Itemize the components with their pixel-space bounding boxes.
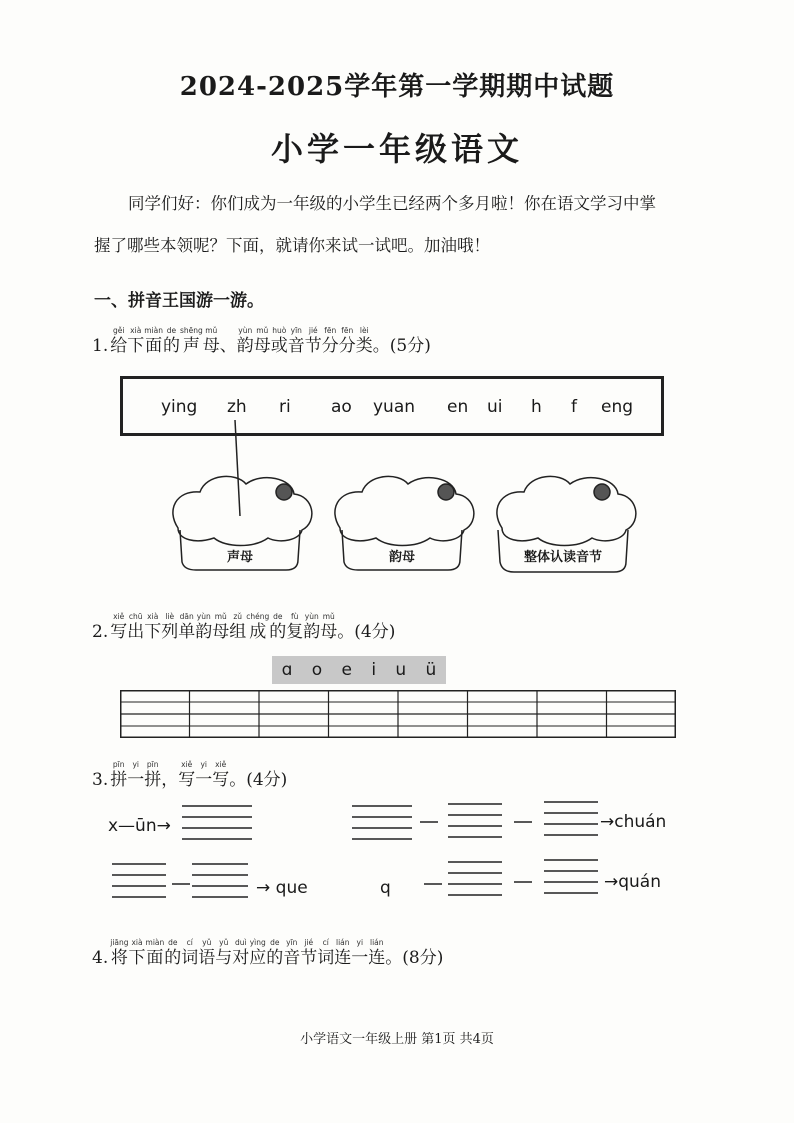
ruby-char — [164, 938, 181, 969]
hanzi: 出 — [127, 622, 145, 642]
ruby-char — [181, 938, 198, 969]
pinyin-lines — [192, 864, 248, 897]
pinyin: yùn — [238, 326, 253, 335]
hanzi: 的 — [269, 622, 287, 642]
pinyin-lines — [544, 860, 598, 893]
ruby-char — [320, 612, 337, 643]
ruby-char — [144, 612, 161, 643]
pinyin: xià — [130, 326, 142, 335]
hanzi: 、 — [219, 336, 237, 356]
hanzi: 词 — [181, 948, 199, 968]
pinyin: jié — [304, 938, 314, 947]
ruby-char — [127, 612, 144, 643]
syllable: yuan — [373, 397, 416, 417]
pinyin: de — [270, 938, 280, 947]
question-number: 4. — [92, 948, 109, 968]
vowel-strip — [272, 656, 446, 684]
hanzi: 韵 — [303, 622, 321, 642]
pinyin: yìng — [249, 938, 266, 947]
ruby-char — [178, 760, 195, 791]
ruby-char — [269, 612, 286, 643]
hanzi: 将 — [110, 948, 128, 968]
question-3 — [92, 760, 287, 791]
question-score: 。(4分) — [337, 622, 396, 642]
pinyin: lián — [336, 938, 350, 947]
ruby-char — [212, 612, 229, 643]
ruby-char — [161, 760, 178, 791]
hanzi: 连 — [334, 948, 352, 968]
pinyin: yǔ — [202, 938, 212, 947]
hanzi: 写 — [178, 770, 196, 790]
pinyin: yùn — [304, 612, 319, 621]
hanzi: 或 — [270, 336, 288, 356]
hanzi: 与 — [215, 948, 233, 968]
hanzi: 面 — [145, 336, 163, 356]
pinyin-lines — [182, 806, 252, 839]
hanzi: 复 — [286, 622, 304, 642]
ruby-char — [198, 938, 215, 969]
ruby-char — [232, 938, 249, 969]
hanzi: 音 — [283, 948, 301, 968]
pinyin: shēng — [179, 326, 203, 335]
ruby-char — [146, 938, 165, 969]
syllable: ui — [487, 397, 503, 417]
pinyin: yi — [356, 938, 364, 947]
hanzi: 写 — [212, 770, 230, 790]
q3-row2-mid2: q — [380, 878, 391, 898]
hanzi: 一 — [195, 770, 213, 790]
pinyin: xiě — [181, 760, 193, 769]
hanzi: 母 — [253, 336, 271, 356]
hanzi: 节 — [300, 948, 318, 968]
basket-label-whole-syllables: 整体认读音节 — [523, 550, 602, 565]
q3-row1-start: x—ūn→ — [108, 816, 171, 836]
hanzi: 分 — [321, 336, 339, 356]
basket-label-initials: 声母 — [226, 550, 253, 565]
page-footer: 小学语文一年级上册 第1页 共4页 — [300, 1032, 494, 1047]
ruby-char — [110, 938, 128, 969]
vowel: o — [311, 660, 323, 680]
pinyin-lines — [352, 806, 412, 839]
vowel: ɑ — [281, 660, 293, 680]
hanzi: 面 — [146, 948, 164, 968]
vowel: ü — [425, 660, 437, 680]
syllable: f — [571, 397, 577, 417]
pinyin: zǔ — [233, 612, 243, 621]
hanzi: 一 — [351, 948, 369, 968]
question-number: 1. — [92, 336, 109, 356]
pinyin: fēn — [324, 326, 337, 335]
hanzi: 下 — [127, 336, 145, 356]
hanzi: 韵 — [236, 336, 254, 356]
ruby-char — [266, 938, 283, 969]
pinyin: xiě — [113, 612, 125, 621]
ruby-char — [129, 938, 146, 969]
hanzi: 音 — [287, 336, 305, 356]
ruby-char — [317, 938, 334, 969]
ruby-char — [161, 612, 178, 643]
pinyin: lián — [370, 938, 384, 947]
pinyin-lines — [448, 804, 502, 837]
hanzi: 应 — [249, 948, 267, 968]
pinyin: jiāng — [110, 938, 129, 947]
ruby-char — [195, 612, 212, 643]
section-1-title: 一、拼音王国游一游。 — [94, 291, 264, 311]
hanzi: 声 — [182, 336, 200, 356]
pinyin: yǔ — [219, 938, 229, 947]
ruby-char — [178, 612, 195, 643]
pinyin: xià — [131, 938, 143, 947]
pinyin: liè — [165, 612, 175, 621]
vowel: i — [371, 660, 377, 680]
hanzi: 节 — [304, 336, 322, 356]
pinyin: xià — [147, 612, 159, 621]
pinyin: de — [168, 938, 178, 947]
syllable: en — [447, 397, 469, 417]
hanzi: ， — [161, 770, 179, 790]
pinyin: yīn — [290, 326, 302, 335]
intro-line-1: 同学们好：你们成为一年级的小学生已经两个多月啦！你在语文学习中掌 — [128, 194, 656, 213]
question-score: 。(5分) — [372, 336, 431, 356]
pinyin — [169, 760, 171, 769]
ruby-char — [283, 938, 300, 969]
q3-writing-lines — [0, 790, 794, 920]
question-score: 。(8分) — [385, 948, 444, 968]
ruby-char — [334, 938, 351, 969]
connect-line — [235, 420, 240, 516]
syllable: ri — [279, 397, 291, 417]
pinyin-lines — [544, 802, 598, 835]
pinyin: yīn — [286, 938, 298, 947]
hanzi: 写 — [110, 622, 128, 642]
pinyin: mǔ — [205, 326, 218, 335]
pinyin: mǔ — [322, 612, 335, 621]
pinyin: de — [166, 326, 177, 335]
ruby-char — [249, 938, 266, 969]
pinyin: yi — [200, 760, 207, 769]
pinyin: lèi — [359, 326, 369, 335]
question-score: 。(4分) — [229, 770, 288, 790]
ruby-char — [195, 760, 212, 791]
ruby-char — [110, 760, 127, 791]
pinyin-lines — [448, 862, 502, 895]
hanzi: 语 — [198, 948, 216, 968]
pinyin-lines — [112, 864, 166, 897]
pinyin: yùn — [196, 612, 211, 621]
pinyin: huò — [272, 326, 287, 335]
hanzi: 韵 — [195, 622, 213, 642]
hanzi: 下 — [128, 948, 146, 968]
syllable: zh — [227, 397, 247, 417]
pinyin: fēn — [341, 326, 354, 335]
question-number: 3. — [92, 770, 109, 790]
hanzi: 下 — [144, 622, 162, 642]
hanzi: 对 — [232, 948, 250, 968]
question-4 — [92, 938, 443, 969]
exam-title: 2024-2025学年第一学期期中试题 — [179, 72, 615, 102]
basket-label-finals: 韵母 — [388, 550, 415, 565]
pinyin: mǔ — [214, 612, 227, 621]
hanzi: 类 — [355, 336, 373, 356]
ruby-char — [351, 938, 368, 969]
hanzi: 一 — [127, 770, 145, 790]
hanzi: 母 — [320, 622, 338, 642]
hanzi: 的 — [162, 336, 180, 356]
vowel: u — [395, 660, 407, 680]
q3-row1-end: →chuán — [600, 812, 667, 832]
hanzi: 母 — [202, 336, 220, 356]
pinyin: pīn — [146, 760, 159, 769]
pinyin: de — [273, 612, 283, 621]
syllable: ying — [161, 397, 198, 417]
ruby-char — [215, 938, 232, 969]
hanzi: 列 — [161, 622, 179, 642]
pinyin: cí — [322, 938, 329, 947]
hanzi: 母 — [212, 622, 230, 642]
pinyin: xiě — [215, 760, 227, 769]
pinyin: mǔ — [256, 326, 269, 335]
ruby-char — [368, 938, 385, 969]
answer-grid — [120, 690, 676, 738]
hanzi: 单 — [178, 622, 196, 642]
pinyin: duì — [234, 938, 247, 947]
hanzi: 的 — [266, 948, 284, 968]
ruby-char — [300, 938, 317, 969]
pinyin: fù — [291, 612, 299, 621]
pinyin: chū — [128, 612, 143, 621]
hanzi: 分 — [338, 336, 356, 356]
question-2 — [92, 612, 395, 643]
syllable: ao — [331, 397, 352, 417]
q3-row2-mid1: → que — [256, 878, 308, 898]
hanzi: 的 — [164, 948, 182, 968]
syllable: h — [531, 397, 542, 417]
ruby-char — [246, 612, 269, 643]
pinyin: cí — [186, 938, 193, 947]
ruby-char — [144, 760, 161, 791]
hanzi: 连 — [368, 948, 386, 968]
pinyin: yi — [132, 760, 139, 769]
hanzi: 成 — [249, 622, 267, 642]
intro-line-2: 握了哪些本领呢？下面，就请你来试一试吧。加油哦！ — [94, 236, 490, 255]
pinyin: jié — [308, 326, 318, 335]
ruby-char — [303, 612, 320, 643]
hanzi: 拼 — [144, 770, 162, 790]
pinyin: gěi — [113, 326, 125, 335]
pinyin: miàn — [145, 938, 165, 947]
pinyin: chéng — [246, 612, 270, 621]
ruby-char — [110, 612, 127, 643]
ruby-char — [127, 760, 144, 791]
syllable: eng — [601, 397, 634, 417]
pinyin: dān — [179, 612, 194, 621]
exam-subtitle: 小学一年级语文 — [270, 130, 523, 168]
hanzi: 给 — [110, 336, 128, 356]
ruby-char — [229, 612, 246, 643]
pinyin: miàn — [144, 326, 163, 335]
hanzi: 组 — [229, 622, 247, 642]
question-number: 2. — [92, 622, 109, 642]
hanzi: 拼 — [110, 770, 128, 790]
q3-row2-end: →quán — [604, 872, 662, 892]
pinyin: pīn — [112, 760, 125, 769]
ruby-char — [212, 760, 229, 791]
vowel: e — [341, 660, 352, 680]
ruby-char — [286, 612, 303, 643]
hanzi: 词 — [317, 948, 335, 968]
